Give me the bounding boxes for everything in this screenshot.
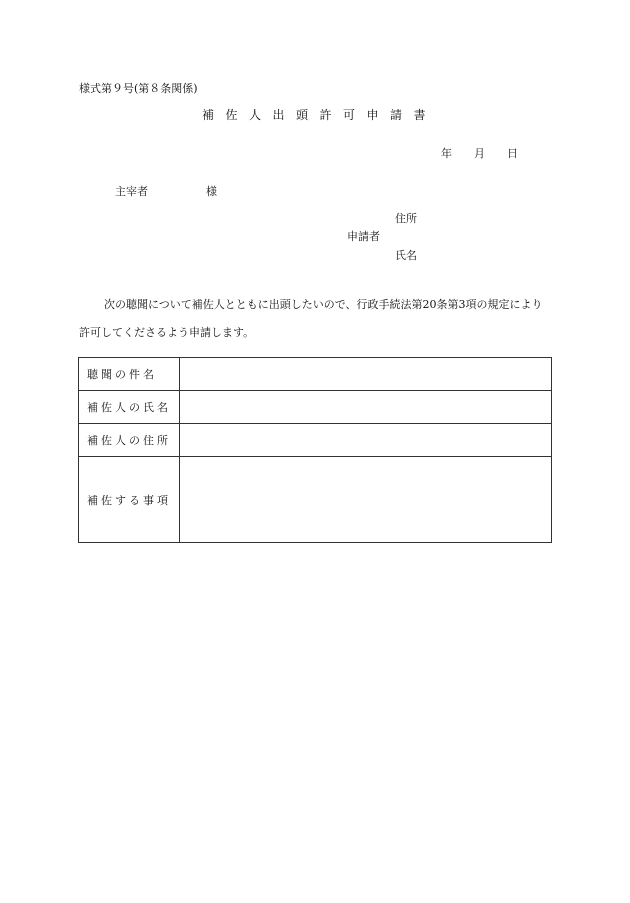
table-row xyxy=(79,457,552,543)
row-value-assistant-address[interactable] xyxy=(180,424,552,457)
table-row xyxy=(79,391,552,424)
row-label-hearing-subject: 聴聞の件名 xyxy=(79,358,180,391)
form-number: 様式第９号(第８条関係) xyxy=(79,82,198,95)
date-month: 月 xyxy=(474,147,485,160)
applicant-address-label: 住所 xyxy=(395,212,417,225)
addressee-honorific: 様 xyxy=(206,185,217,198)
applicant-name-label: 氏名 xyxy=(395,249,417,262)
addressee xyxy=(115,186,217,197)
row-label-assistant-name: 補佐人の氏名 xyxy=(79,391,180,424)
date-day: 日 xyxy=(507,147,518,160)
body-paragraph: 次の聴聞について補佐人とともに出頭したいので、行政手続法第20条第3項の規定により許可してくださるよう申請します。 xyxy=(79,298,543,339)
document-title: 補佐人出頭許可申請書 xyxy=(202,108,438,122)
row-label-assistant-address: 補佐人の住所 xyxy=(79,424,180,457)
applicant-label: 申請者 xyxy=(347,230,380,243)
table-row xyxy=(79,358,552,391)
row-value-assistant-name[interactable] xyxy=(180,391,552,424)
date-year: 年 xyxy=(441,147,452,160)
table-row xyxy=(79,424,552,457)
addressee-role: 主宰者 xyxy=(115,185,148,198)
row-label-assisted-matters: 補佐する事項 xyxy=(79,457,180,543)
row-value-hearing-subject[interactable] xyxy=(180,358,552,391)
row-value-assisted-matters[interactable] xyxy=(180,457,552,543)
date-line xyxy=(441,148,518,159)
hearing-info-table xyxy=(78,357,552,543)
